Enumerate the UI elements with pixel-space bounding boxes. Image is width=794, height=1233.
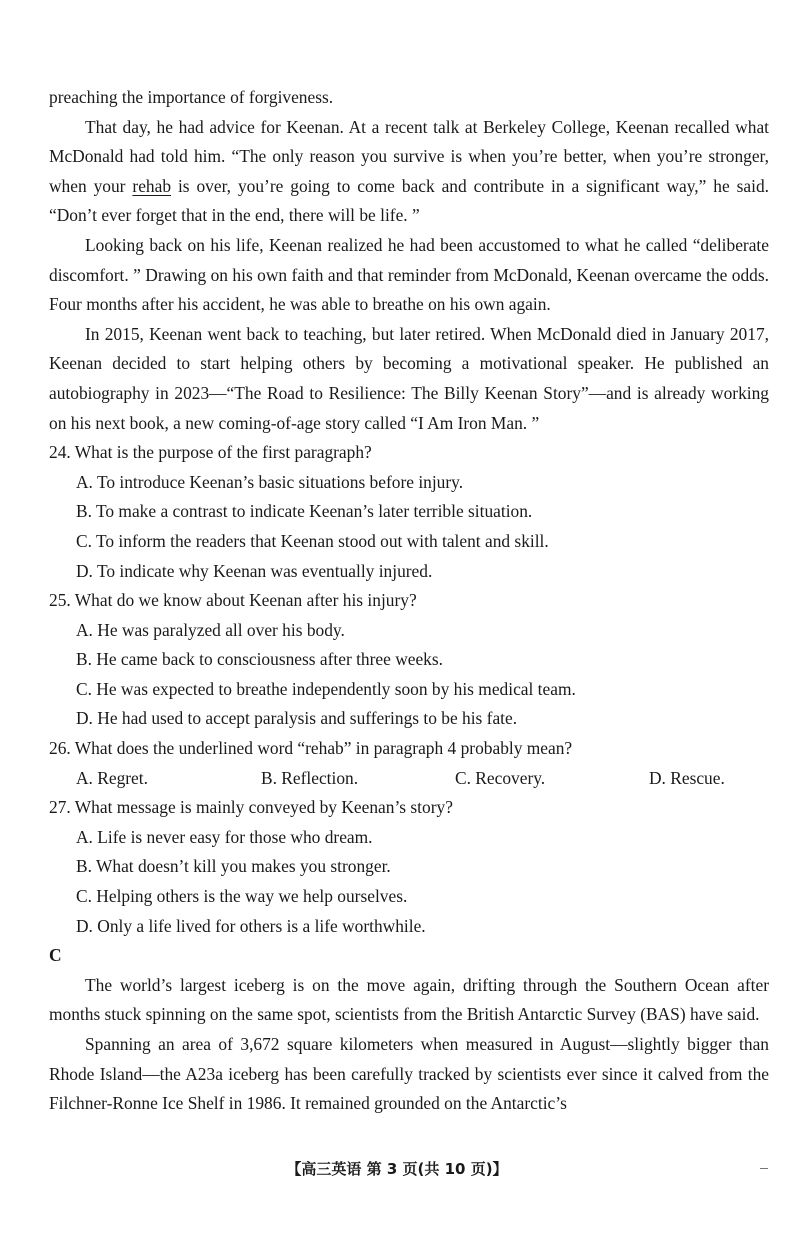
paragraph-advice-text: That day, he had advice for Keenan. At a recent talk at Berkeley College, Keenan recalled what McDonald had told him. “The only reason you survive is when you’re better, when you’re stronger, when your: [49, 116, 769, 196]
option-a: A. Life is never easy for those who dream.: [76, 826, 373, 847]
paragraph-iceberg-intro: The world’s largest iceberg is on the move again, drifting through the Southern Ocean after months stuck spinning on the same spot, scientists from the British Antarctic Survey (BAS) have said.: [49, 974, 769, 1025]
option-d: D. Rescue.: [649, 767, 725, 788]
question-25: [49, 586, 769, 734]
option-b: B. He came back to consciousness after three weeks.: [76, 649, 443, 670]
question-stem: 27. What message is mainly conveyed by Keenan’s story?: [49, 797, 453, 818]
page-footer: 【高三英语 第 3 页(共 10 页)】: [286, 1160, 508, 1178]
question-stem: 26. What does the underlined word “rehab” in paragraph 4 probably mean?: [49, 738, 573, 759]
paragraph-looking-back: Looking back on his life, Keenan realized he had been accustomed to what he called “deliberate discomfort. ” Drawing on his own faith and that reminder from McDonald, Keenan overcame the odds. Four months after his accident, he was able to breathe on his own again.: [49, 234, 769, 315]
option-b: B. What doesn’t kill you makes you stronger.: [76, 856, 391, 877]
option-c: C. To inform the readers that Keenan stood out with talent and skill.: [76, 530, 549, 551]
paragraph-continuation: preaching the importance of forgiveness.: [49, 87, 334, 107]
option-a: A. Regret.: [76, 767, 148, 788]
option-c: C. Helping others is the way we help ourselves.: [76, 886, 408, 907]
option-b: B. Reflection.: [261, 767, 359, 788]
option-d: D. To indicate why Keenan was eventually injured.: [76, 560, 433, 581]
page-content: [49, 83, 769, 1119]
option-d: D. Only a life lived for others is a life worthwhile.: [76, 915, 426, 936]
question-24: [49, 438, 769, 586]
corner-mark: [760, 1168, 768, 1169]
option-b: B. To make a contrast to indicate Keenan’s later terrible situation.: [76, 501, 533, 522]
question-stem: 24. What is the purpose of the first paragraph?: [49, 442, 372, 463]
options-row: [76, 764, 769, 794]
option-a: A. To introduce Keenan’s basic situations before injury.: [76, 471, 464, 492]
option-a: A. He was paralyzed all over his body.: [76, 619, 345, 640]
paragraph-retired: In 2015, Keenan went back to teaching, but later retired. When McDonald died in January 2017, Keenan decided to start helping others by becoming a motivational speaker. He published an autobiography in 2023—“The Road to Resilience: The Billy Keenan Story”—and is already working on his next book, a new coming-of-age story called “I Am Iron Man. ”: [49, 323, 769, 433]
underlined-word-rehab: rehab: [132, 175, 172, 196]
option-c: C. Recovery.: [455, 767, 546, 788]
option-c: C. He was expected to breathe independently soon by his medical team.: [76, 678, 576, 699]
question-26: [49, 734, 769, 793]
paragraph-advice-tail: is over, you’re going to come back and contribute in a significant way,” he said. “Don’t ever forget that in the end, there will be life. ”: [49, 175, 769, 226]
section-heading: C: [49, 945, 62, 966]
question-27: [49, 793, 769, 941]
paragraph-iceberg-area: Spanning an area of 3,672 square kilometers when measured in August—slightly bigger than Rhode Island—the A23a iceberg has been carefully tracked by scientists ever since it calved from the Filchner-Ronne Ice Shelf in 1986. It remained grounded on the Antarctic’s: [49, 1034, 769, 1114]
question-stem: 25. What do we know about Keenan after his injury?: [49, 590, 417, 611]
option-d: D. He had used to accept paralysis and sufferings to be his fate.: [76, 708, 518, 729]
paragraph-advice: [49, 113, 769, 231]
